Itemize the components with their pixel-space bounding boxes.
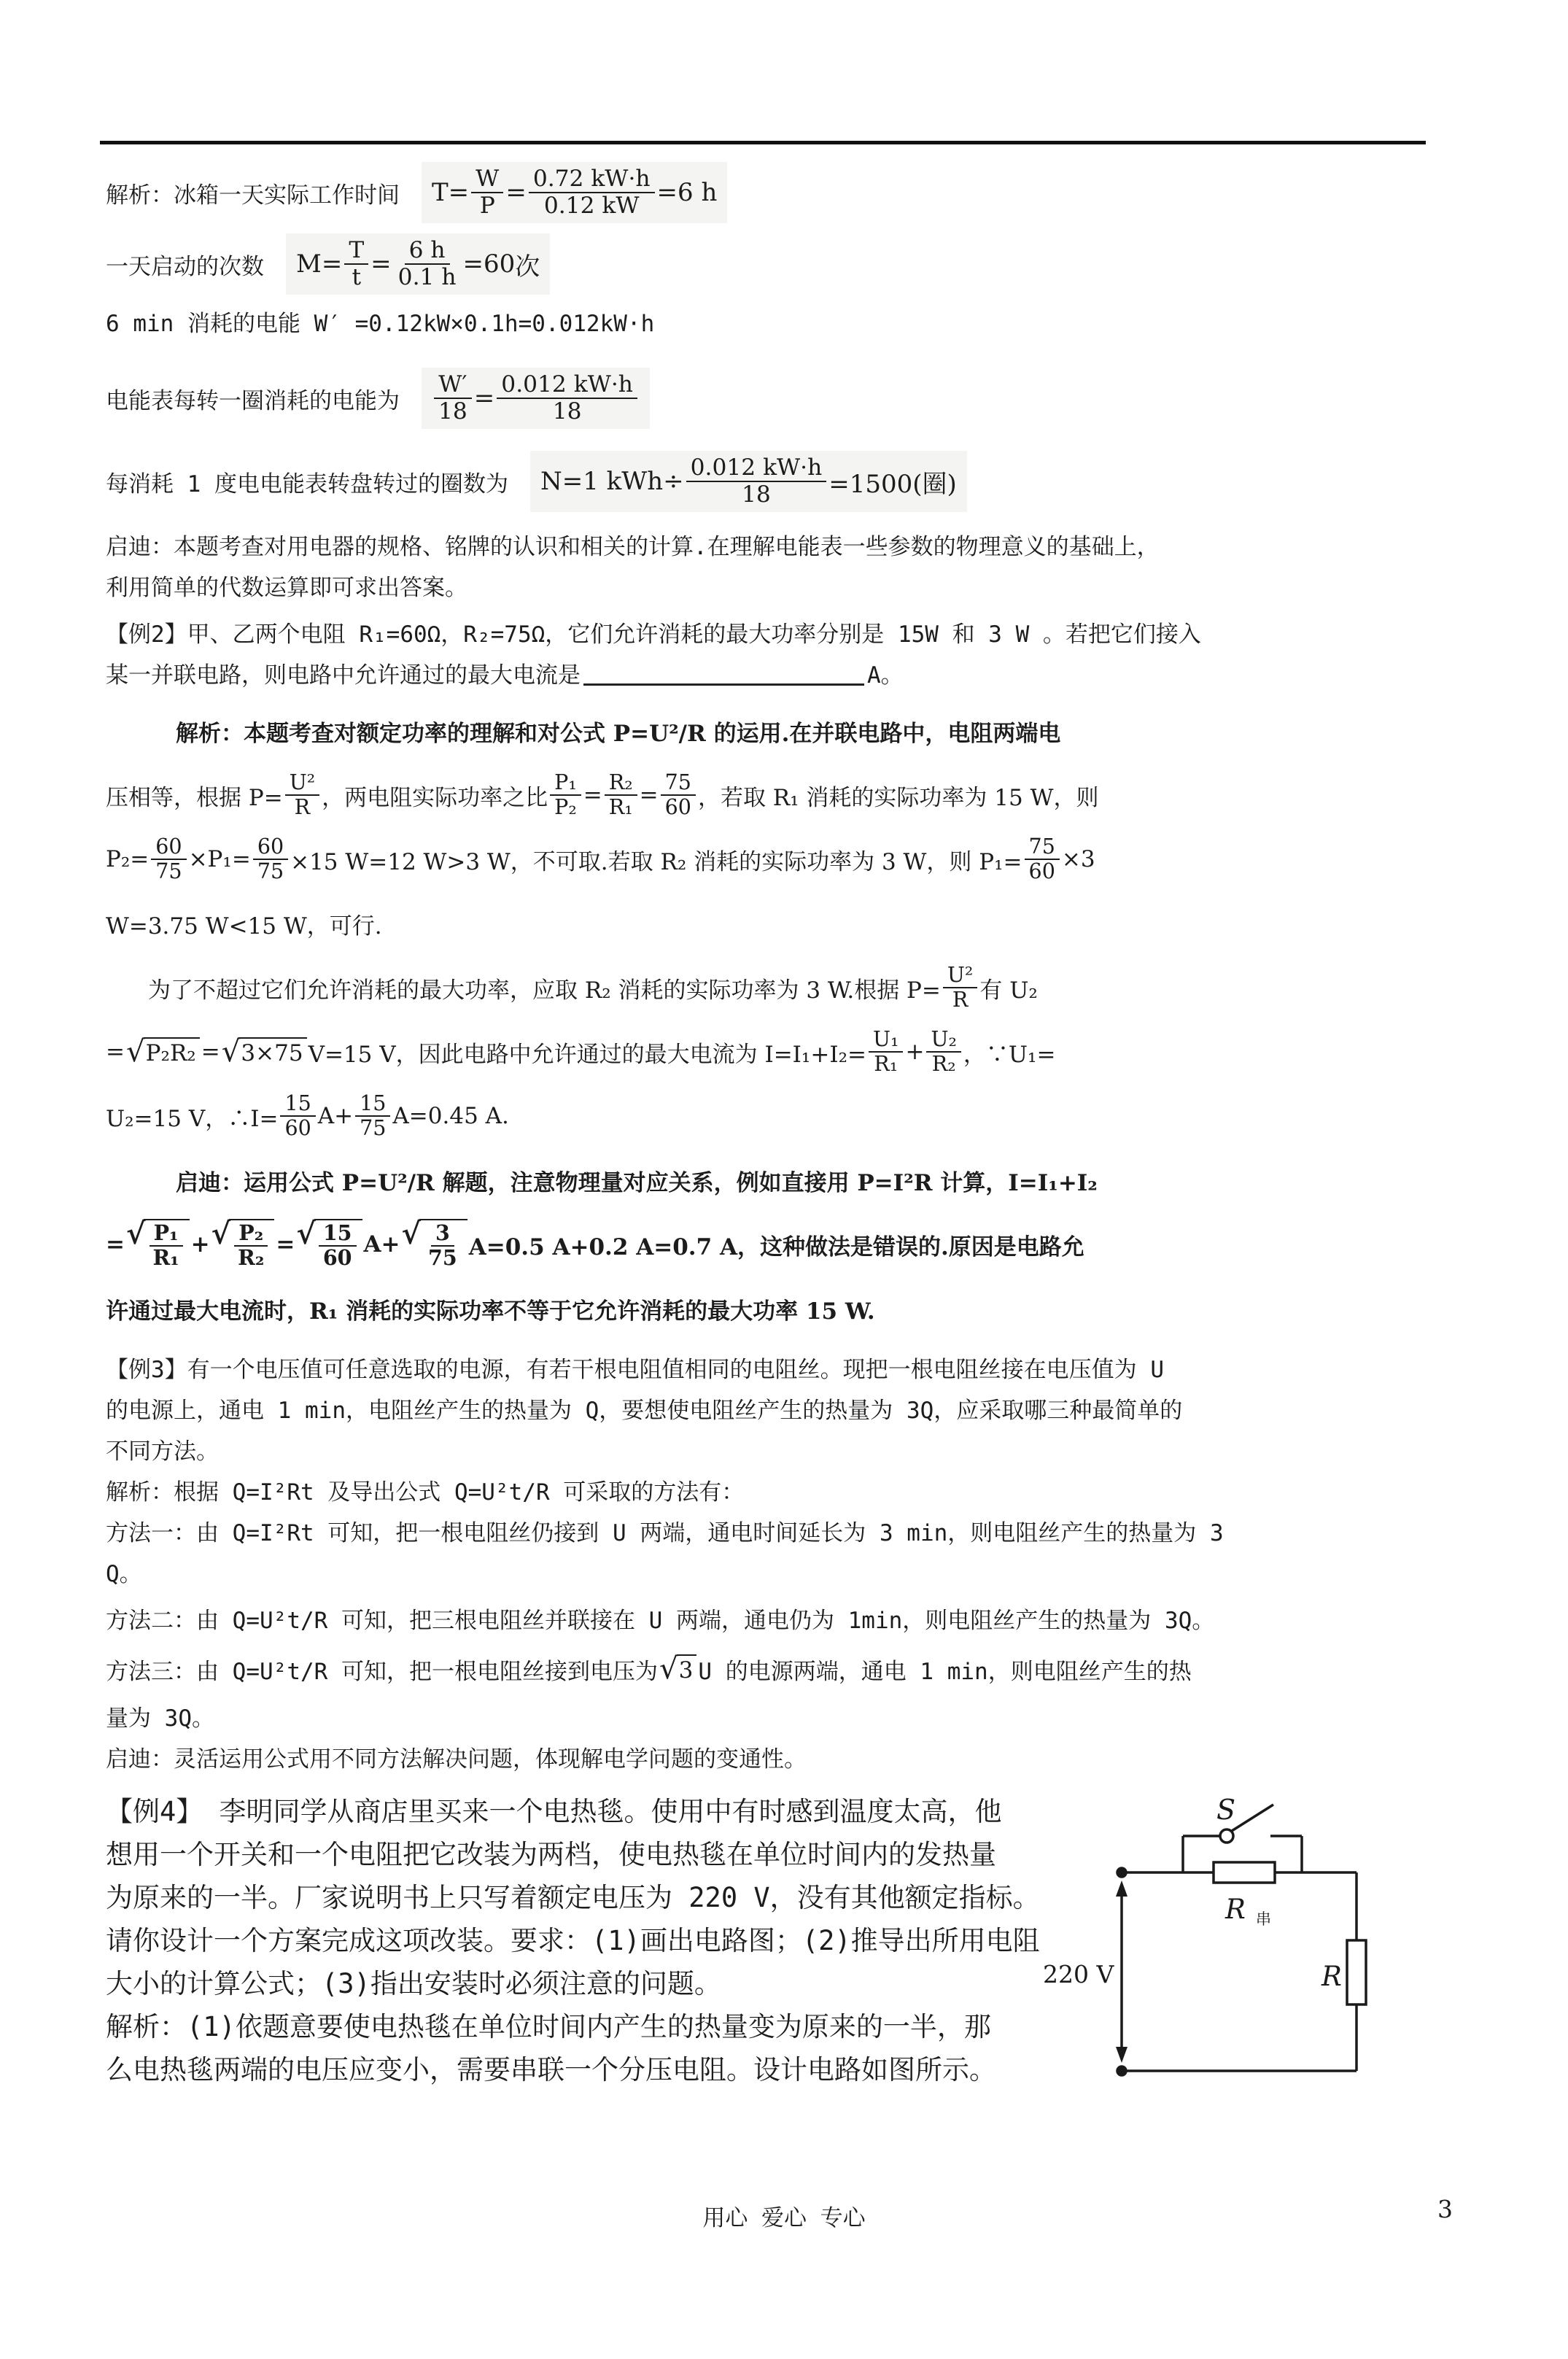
load-resistor-box bbox=[1347, 1940, 1366, 2004]
example4-line: 【例4】 李明同学从商店里买来一个电热毯。使用中有时感到温度太高，他 bbox=[106, 1795, 1002, 1827]
starts-row bbox=[106, 233, 1466, 295]
example3-line: 解析：根据 Q=I²Rt 及导出公式 Q=U²t/R 可采取的方法有： bbox=[106, 1479, 745, 1506]
worktime-row bbox=[106, 162, 1466, 223]
example2-solution-line: P₂= $\frac{60}{75}$ ×P₁= $\frac{60}{75}$ ×15 W=12 W>3 W，不可取.若取 R₂ 消耗的实际功率为 3 W，则 P₁= $\frac{75}{60}$ ×3 bbox=[106, 834, 1095, 884]
circuit-diagram bbox=[1043, 1787, 1466, 2101]
page-body bbox=[0, 141, 1568, 2101]
example3-line: 方法三：由 Q=U²t/R 可知，把一根电阻丝接到电压为 √ 3 U 的电源两端，通电 1 min，则电阻丝产生的热 bbox=[106, 1651, 1192, 1686]
switch-label: S bbox=[1216, 1794, 1236, 1827]
page-footer: 用心 爱心 专心 bbox=[702, 2205, 866, 2231]
revs-formula: N=1 kWh÷ $\frac{0.012 kW\cdot h}{18}$ =1500(圈) bbox=[530, 451, 967, 512]
example2-title-line: 某一并联电路，则电路中允许通过的最大电流是 A。 bbox=[106, 652, 1466, 693]
example3-line: Q。 bbox=[106, 1560, 142, 1587]
example4-section bbox=[106, 1787, 1466, 2101]
example3-line: 【例3】有一个电压值可任意选取的电源，有若干根电阻值相同的电阻丝。现把一根电阻丝接在电压值为 U bbox=[106, 1356, 1164, 1383]
switch-lever bbox=[1232, 1805, 1273, 1831]
example4-line: 为原来的一半。厂家说明书上只写着额定电压为 220 V，没有其他额定指标。 bbox=[106, 1881, 1040, 1913]
example3-line: 方法二：由 Q=U²t/R 可知，把三根电阻丝并联接在 U 两端，通电仍为 1min，则电阻丝产生的热量为 3Q。 bbox=[106, 1607, 1215, 1634]
example1-tip-line: 启迪：本题考查对用电器的规格、铭牌的认识和相关的计算.在理解电能表一些参数的物理意义的基础上， bbox=[106, 533, 1160, 560]
example4-text bbox=[106, 1787, 1040, 2101]
example3-line: 不同方法。 bbox=[106, 1438, 219, 1465]
example2-solution-line: 压相等，根据 P= $\frac{\text{U²}}{R}$ ，两电阻实际功率之比 $\frac{\text{P₁}}{\text{P₂}}$ = $\frac{\text{R₂}}{\text{R₁}}$ = $\frac{75}{60}$ ，若取 R₁ 消耗的实际功率为 15 W，则 bbox=[106, 770, 1099, 820]
example3-line: 启迪：灵活运用公式用不同方法解决问题，体现解电学问题的变通性。 bbox=[106, 1746, 807, 1773]
revs-label: 每消耗 1 度电电能表转盘转过的圈数为 bbox=[106, 470, 508, 497]
energy-line: 6 min 消耗的电能 W′ =0.12kW×0.1h=0.012kW·h bbox=[106, 310, 655, 337]
voltage-arrowhead-up bbox=[1116, 1880, 1128, 1897]
worktime-formula: T= $\frac{W}{P}$ = $\frac{0.72 kW\cdot h}{0.12 kW}$ =6 h bbox=[422, 162, 727, 223]
example2-solution-line: W=3.75 W<15 W，可行. bbox=[106, 913, 382, 940]
example3-line: 的电源上，通电 1 min，电阻丝产生的热量为 Q，要想使电阻丝产生的热量为 3Q，应采取哪三种最简单的 bbox=[106, 1397, 1183, 1424]
example4-line: 请你设计一个方案完成这项改装。要求：(1)画出电路图；(2)推导出所用电阻 bbox=[106, 1924, 1040, 1956]
worktime-label: 解析：冰箱一天实际工作时间 bbox=[106, 182, 400, 209]
per-rev-label: 电能表每转一圈消耗的电能为 bbox=[106, 387, 400, 414]
example4-line: 解析：(1)依题意要使电热毯在单位时间内产生的热量变为原来的一半，那 bbox=[106, 2010, 991, 2042]
voltage-arrowhead-down bbox=[1116, 2047, 1128, 2063]
terminal-dot-bottom bbox=[1117, 2066, 1126, 2075]
revs-row bbox=[106, 451, 1466, 512]
series-resistor-box bbox=[1214, 1862, 1275, 1883]
example1-tip-line: 利用简单的代数运算即可求出答案。 bbox=[106, 574, 467, 601]
example3-line: 方法一：由 Q=I²Rt 可知，把一根电阻丝仍接到 U 两端，通电时间延长为 3 min，则电阻丝产生的热量为 3 bbox=[106, 1519, 1224, 1546]
example2-solution-line: = √ P₂R₂ = √ 3×75 V=15 V，因此电路中允许通过的最大电流为 I=I₁+I₂= $\frac{\text{U₁}}{\text{R₁}}$ + $\frac{\text{U₂}}{\text{R₂}}$ ，∵U₁= bbox=[106, 1027, 1056, 1077]
example2-solution-line: 为了不超过它们允许消耗的最大功率，应取 R₂ 消耗的实际功率为 3 W.根据 P= $\frac{\text{U²}}{R}$ 有 U₂ bbox=[148, 963, 1038, 1012]
load-resistor-label: R bbox=[1321, 1961, 1342, 1993]
starts-formula: M= $\frac{T}{t}$ = $\frac{6 h}{0.1 h}$ =60 次 bbox=[286, 233, 550, 295]
source-voltage-label: 220 V bbox=[1043, 1960, 1114, 1989]
series-resistor-sub-label: 串 bbox=[1256, 1910, 1271, 1929]
per-rev-formula: $\frac{W'}{18}$ = $\frac{0.012 kW\cdot h}{18}$ bbox=[422, 368, 650, 429]
example2-solution-line: 解析：本题考查对额定功率的理解和对公式 P=U²/R 的运用.在并联电路中，电阻两端电 bbox=[176, 720, 1061, 747]
switch-pivot bbox=[1220, 1829, 1233, 1843]
terminal-dot-top bbox=[1117, 1868, 1126, 1877]
top-rule bbox=[100, 141, 1426, 144]
example2-solution-line: U₂=15 V，∴I= $\frac{15}{60}$ A+ $\frac{15}{75}$ A=0.45 A. bbox=[106, 1091, 509, 1141]
starts-label: 一天启动的次数 bbox=[106, 253, 264, 280]
example2-tip-line: = √ $\frac{\text{P₁}}{\text{R₁}}$ + √ $\frac{\text{P₂}}{\text{R₂}}$ = √ $\frac{15}{60}$ A+ √ $\frac{3}{75}$ A=0.5 A+0.2 A=0.7 A，这种做法是错误的.原因是电路允 bbox=[106, 1216, 1084, 1271]
example2-title-line: 【例2】甲、乙两个电阻 R₁=60Ω，R₂=75Ω，它们允许消耗的最大功率分别是 15W 和 3 W 。若把它们接入 bbox=[106, 621, 1201, 648]
example2-tip-line: 许通过最大电流时，R₁ 消耗的实际功率不等于它允许消耗的最大功率 15 W. bbox=[106, 1298, 875, 1325]
example4-line: 大小的计算公式；(3)指出安装时必须注意的问题。 bbox=[106, 1967, 721, 1999]
example4-line: 想用一个开关和一个电阻把它改装为两档，使电热毯在单位时间内的发热量 bbox=[106, 1838, 996, 1870]
example3-line: 量为 3Q。 bbox=[106, 1705, 214, 1732]
per-rev-row bbox=[106, 368, 1466, 429]
example2-tip-line: 启迪：运用公式 P=U²/R 解题，注意物理量对应关系，例如直接用 P=I²R 计算，I=I₁+I₂ bbox=[176, 1169, 1098, 1196]
series-resistor-label: R bbox=[1225, 1894, 1246, 1926]
example4-line: 么电热毯两端的电压应变小，需要串联一个分压电阻。设计电路如图所示。 bbox=[106, 2053, 996, 2085]
page-number: 3 bbox=[1437, 2195, 1453, 2223]
